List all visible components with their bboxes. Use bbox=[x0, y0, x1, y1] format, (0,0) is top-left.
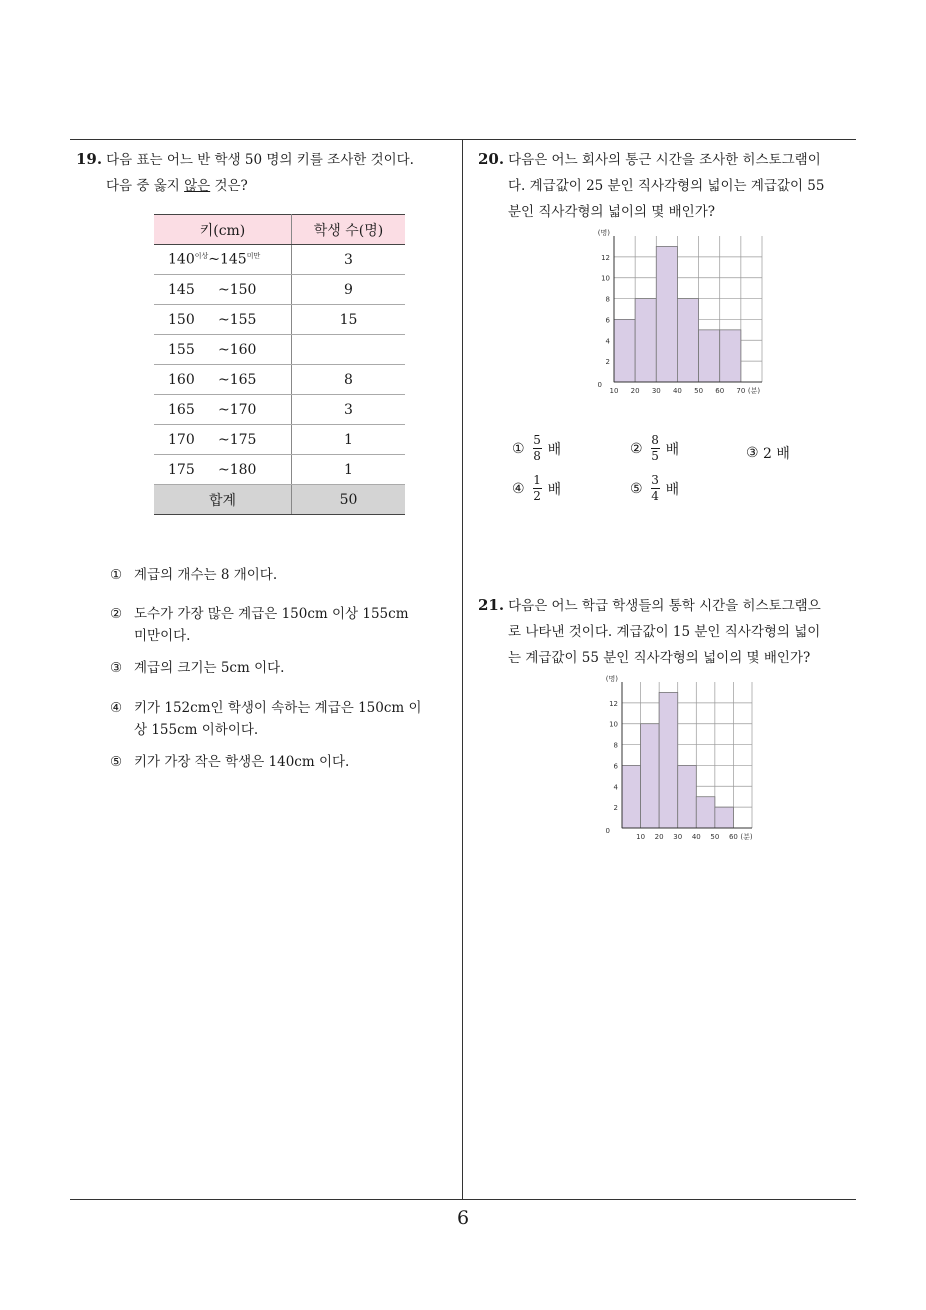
y-axis-label: (명) bbox=[605, 675, 618, 683]
class-range bbox=[154, 395, 292, 425]
table-row bbox=[154, 305, 405, 335]
denominator: 8 bbox=[533, 449, 541, 463]
frequency-cell: 3 bbox=[292, 245, 406, 275]
histogram-bar bbox=[614, 319, 635, 382]
question-text: 분인 직사각형의 넓이의 몇 배인가? bbox=[508, 204, 715, 220]
frequency-table bbox=[154, 214, 405, 515]
numerator: 8 bbox=[651, 433, 659, 447]
question-20 bbox=[478, 146, 868, 225]
q20-choice-2[interactable] bbox=[630, 434, 679, 463]
x-tick-label: 30 bbox=[673, 833, 683, 841]
y-tick-label: 6 bbox=[613, 762, 618, 771]
y-tick-label: 6 bbox=[605, 316, 610, 325]
range-from: 140 bbox=[168, 251, 195, 268]
y-tick-label: 12 bbox=[609, 699, 618, 708]
histogram-bar bbox=[696, 797, 715, 828]
range-from: 175 bbox=[168, 461, 195, 478]
fraction bbox=[533, 434, 542, 463]
denominator: 5 bbox=[651, 449, 659, 463]
choice-mark: ③ bbox=[746, 445, 759, 461]
column-header-height: 키(cm) bbox=[154, 215, 292, 245]
range-from-qualifier: 이상 bbox=[194, 252, 209, 261]
range-to: ~155 bbox=[218, 311, 257, 328]
x-axis-label: (분) bbox=[740, 833, 753, 841]
total-count: 50 bbox=[292, 485, 406, 515]
x-tick-label: 60 bbox=[728, 833, 738, 841]
range-to: ~170 bbox=[218, 401, 257, 418]
x-tick-label: 10 bbox=[609, 387, 619, 395]
y-tick-label: 8 bbox=[605, 295, 610, 304]
range-to: ~145 bbox=[208, 251, 247, 268]
q20-choices bbox=[512, 434, 842, 514]
q20-choice-1[interactable] bbox=[512, 434, 561, 463]
total-label: 합계 bbox=[154, 485, 292, 515]
denominator: 4 bbox=[651, 489, 659, 503]
question-21 bbox=[478, 592, 868, 671]
y-tick-label: 4 bbox=[613, 783, 618, 792]
range-to: ~150 bbox=[218, 281, 257, 298]
y-tick-label: 2 bbox=[613, 804, 618, 813]
range-from: 160 bbox=[168, 371, 195, 388]
top-rule bbox=[70, 139, 856, 140]
y-tick-label: 12 bbox=[601, 253, 610, 262]
frequency-cell: 3 bbox=[292, 395, 406, 425]
x-tick-label: 40 bbox=[672, 387, 682, 395]
choice-mark: ② bbox=[630, 440, 643, 457]
x-tick-label: 60 bbox=[715, 387, 725, 395]
histogram-bar bbox=[659, 692, 678, 828]
y-tick-label: 0 bbox=[605, 827, 610, 835]
range-from: 150 bbox=[168, 311, 195, 328]
class-range bbox=[154, 425, 292, 455]
option-text: 도수가 가장 많은 계급은 150cm 이상 155cm bbox=[134, 606, 409, 622]
question-text: 다음은 어느 학급 학생들의 통학 시간을 히스토그램으 bbox=[508, 598, 821, 614]
histogram-bar bbox=[641, 724, 660, 828]
range-from: 170 bbox=[168, 431, 195, 448]
x-tick-label: 40 bbox=[691, 833, 701, 841]
x-tick-label: 30 bbox=[651, 387, 661, 395]
choice-text: 2 배 bbox=[763, 446, 790, 462]
x-tick-label: 50 bbox=[694, 387, 704, 395]
frequency-cell-blank bbox=[292, 335, 406, 365]
table-row bbox=[154, 365, 405, 395]
histogram-bar bbox=[656, 246, 677, 382]
q20-choice-4[interactable] bbox=[512, 474, 561, 503]
class-range bbox=[154, 365, 292, 395]
option-text: 키가 152cm인 학생이 속하는 계급은 150cm 이 bbox=[134, 700, 422, 716]
class-range bbox=[154, 305, 292, 335]
option-mark: ⑤ bbox=[110, 754, 123, 770]
q19-option-5[interactable] bbox=[110, 751, 455, 773]
q19-option-2[interactable] bbox=[110, 603, 455, 647]
option-text: 계급의 개수는 8 개이다. bbox=[134, 567, 278, 583]
range-to-qualifier: 미만 bbox=[246, 252, 261, 261]
choice-suffix: 배 bbox=[547, 441, 562, 458]
choice-mark: ⑤ bbox=[630, 480, 643, 497]
range-from: 145 bbox=[168, 281, 195, 298]
frequency-cell: 8 bbox=[292, 365, 406, 395]
fraction bbox=[651, 434, 660, 463]
table-row bbox=[154, 425, 405, 455]
question-19 bbox=[76, 146, 460, 199]
class-range bbox=[154, 335, 292, 365]
x-tick-label: 70 bbox=[736, 387, 746, 395]
denominator: 2 bbox=[533, 489, 541, 503]
histogram-bar bbox=[622, 765, 641, 828]
q20-choice-5[interactable] bbox=[630, 474, 679, 503]
range-from: 155 bbox=[168, 341, 195, 358]
option-text-cont: 미만이다. bbox=[134, 628, 191, 644]
option-mark: ② bbox=[110, 606, 123, 622]
q20-choice-3[interactable] bbox=[746, 443, 790, 463]
histogram-bar bbox=[699, 330, 720, 382]
histogram-bar bbox=[715, 807, 734, 828]
range-to: ~180 bbox=[218, 461, 257, 478]
y-tick-label: 8 bbox=[613, 741, 618, 750]
question-text: 다음은 어느 회사의 통근 시간을 조사한 히스토그램이 bbox=[508, 152, 821, 168]
q19-option-4[interactable] bbox=[110, 697, 455, 741]
option-mark: ④ bbox=[110, 700, 123, 716]
y-tick-label: 0 bbox=[597, 381, 602, 389]
frequency-cell: 1 bbox=[292, 425, 406, 455]
y-axis-label: (명) bbox=[597, 229, 610, 237]
column-divider bbox=[462, 139, 463, 1200]
question-text: 로 나타낸 것이다. 계급값이 15 분인 직사각형의 넓이 bbox=[508, 624, 821, 640]
x-tick-label: 20 bbox=[630, 387, 640, 395]
histogram-q21 bbox=[598, 674, 778, 850]
frequency-cell: 15 bbox=[292, 305, 406, 335]
choice-mark: ④ bbox=[512, 480, 525, 497]
choice-mark: ① bbox=[512, 440, 525, 457]
numerator: 3 bbox=[651, 473, 659, 487]
y-tick-label: 10 bbox=[601, 274, 610, 283]
y-tick-label: 4 bbox=[605, 337, 610, 346]
range-to: ~165 bbox=[218, 371, 257, 388]
histogram-bar bbox=[678, 765, 697, 828]
choice-suffix: 배 bbox=[665, 481, 680, 498]
numerator: 5 bbox=[533, 433, 541, 447]
column-header-count: 학생 수(명) bbox=[292, 215, 406, 245]
question-19-line1 bbox=[76, 146, 460, 173]
class-range bbox=[154, 245, 292, 275]
range-to: ~175 bbox=[218, 431, 257, 448]
question-text: 다. 계급값이 25 분인 직사각형의 넓이는 계급값이 55 bbox=[508, 178, 825, 194]
histogram-q20 bbox=[590, 228, 780, 400]
option-text: 계급의 크기는 5cm 이다. bbox=[134, 660, 285, 676]
table-row bbox=[154, 395, 405, 425]
bottom-rule bbox=[70, 1199, 856, 1200]
x-tick-label: 10 bbox=[636, 833, 646, 841]
choice-suffix: 배 bbox=[547, 481, 562, 498]
q19-option-3[interactable] bbox=[110, 657, 455, 679]
x-axis-label: (분) bbox=[747, 387, 761, 395]
table-total-row bbox=[154, 485, 405, 515]
page-number: 6 bbox=[456, 1207, 470, 1229]
option-text: 키가 가장 작은 학생은 140cm 이다. bbox=[134, 754, 350, 770]
question-text: 다음 표는 어느 반 학생 50 명의 키를 조사한 것이다. bbox=[106, 152, 414, 168]
histogram-bar bbox=[720, 330, 741, 382]
x-tick-label: 50 bbox=[710, 833, 720, 841]
option-mark: ③ bbox=[110, 660, 123, 676]
class-range bbox=[154, 275, 292, 305]
histogram-bar bbox=[635, 299, 656, 382]
table-row bbox=[154, 455, 405, 485]
question-text: 는 계급값이 55 분인 직사각형의 넓이의 몇 배인가? bbox=[508, 650, 811, 666]
fraction bbox=[533, 474, 542, 503]
table-row bbox=[154, 275, 405, 305]
histogram-bar bbox=[677, 299, 698, 382]
table-row bbox=[154, 335, 405, 365]
frequency-cell: 1 bbox=[292, 455, 406, 485]
table-header-row bbox=[154, 215, 405, 245]
range-to: ~160 bbox=[218, 341, 257, 358]
question-19-line2 bbox=[76, 173, 460, 199]
y-tick-label: 2 bbox=[605, 358, 610, 367]
question-text: 것은? bbox=[210, 178, 248, 194]
option-mark: ① bbox=[110, 567, 123, 583]
q19-option-1[interactable] bbox=[110, 564, 455, 586]
question-number: 20. bbox=[478, 150, 505, 168]
underlined-word: 않은 bbox=[184, 178, 211, 194]
table-row bbox=[154, 245, 405, 275]
question-number: 19. bbox=[76, 150, 103, 168]
range-from: 165 bbox=[168, 401, 195, 418]
y-tick-label: 10 bbox=[609, 720, 618, 729]
x-tick-label: 20 bbox=[654, 833, 664, 841]
fraction bbox=[651, 474, 660, 503]
class-range bbox=[154, 455, 292, 485]
choice-suffix: 배 bbox=[665, 441, 680, 458]
numerator: 1 bbox=[533, 473, 541, 487]
frequency-cell: 9 bbox=[292, 275, 406, 305]
question-text: 다음 중 옳지 bbox=[106, 178, 185, 194]
option-text-cont: 상 155cm 이하이다. bbox=[134, 722, 259, 738]
question-number: 21. bbox=[478, 596, 505, 614]
